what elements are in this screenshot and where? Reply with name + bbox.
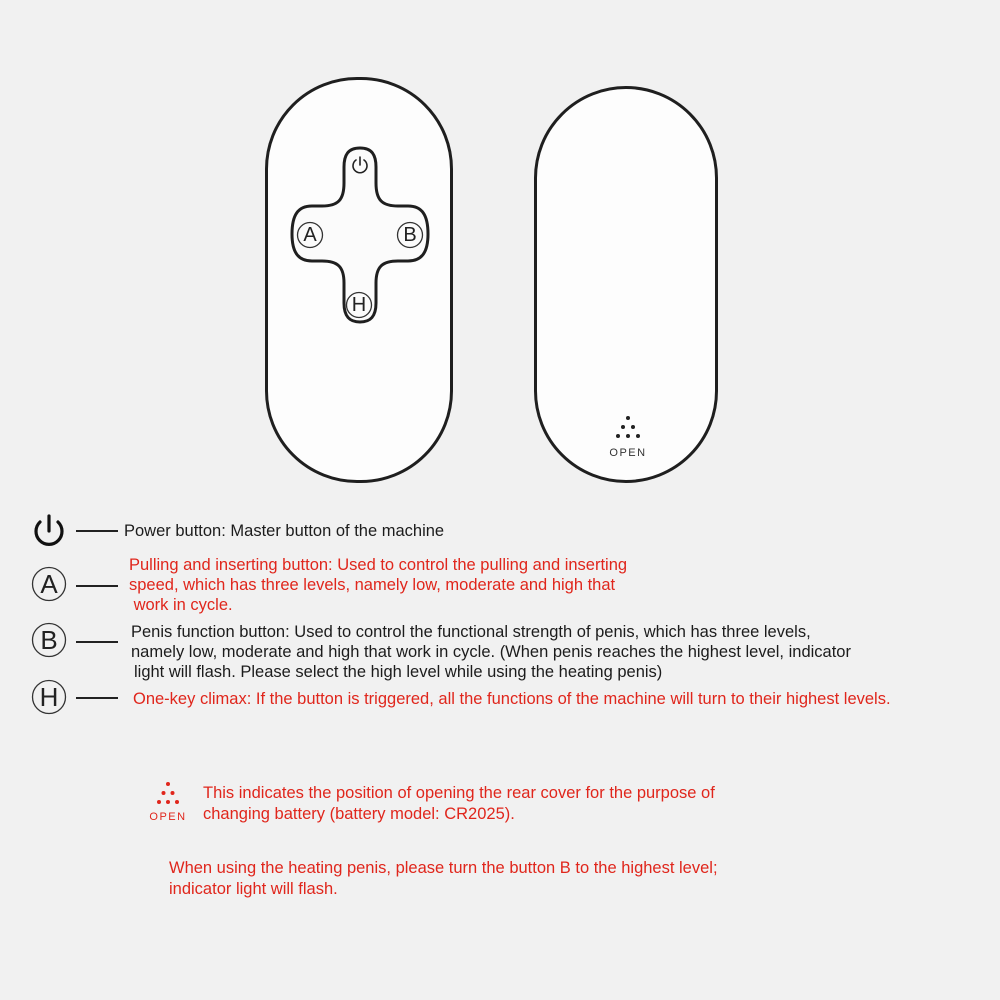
legend-b-text-1: Penis function button: Used to control the functional strength of penis, which has three levels, [131,623,811,641]
legend-power-text: Power button: Master button of the machine [124,522,445,540]
legend-b-symbol: B [40,625,58,655]
legend-h-line [76,697,118,699]
button-b-label: B [403,224,417,246]
legend-h-symbol: H [39,682,59,712]
open-note-text-1: This indicates the position of opening the rear cover for the purpose of [203,784,715,802]
legend-power-line [76,530,118,532]
open-note-label: OPEN [149,811,187,823]
legend-a-symbol: A [40,569,58,599]
legend-power-icon [30,512,68,550]
power-icon[interactable] [350,154,370,176]
heating-note-text-1: When using the heating penis, please turn the button B to the highest level; [169,859,718,877]
back-open-label: OPEN [609,447,647,459]
legend-a-line [76,585,118,587]
legend-b-line [76,641,118,643]
legend-h-text: One-key climax: If the button is triggered, all the functions of the machine will turn to their highest levels. [133,690,891,708]
legend-b-text-3: light will flash. Please select the high level while using the heating penis) [134,663,663,681]
open-note-dots-icon [155,781,181,807]
legend-a-text-2: speed, which has three levels, namely low, moderate and high that [129,576,616,594]
legend-b-text-2: namely low, moderate and high that work in cycle. (When penis reaches the highest level, indicator [131,643,851,661]
legend-a-text-1: Pulling and inserting button: Used to control the pulling and inserting [129,556,628,574]
heating-note-text-2: indicator light will flash. [169,880,338,898]
button-h-label: H [351,294,367,316]
button-a-label: A [303,224,317,246]
open-dots-icon [613,414,643,442]
legend-a-text-3: work in cycle. [129,596,233,614]
open-note-text-2: changing battery (battery model: CR2025). [203,805,515,823]
